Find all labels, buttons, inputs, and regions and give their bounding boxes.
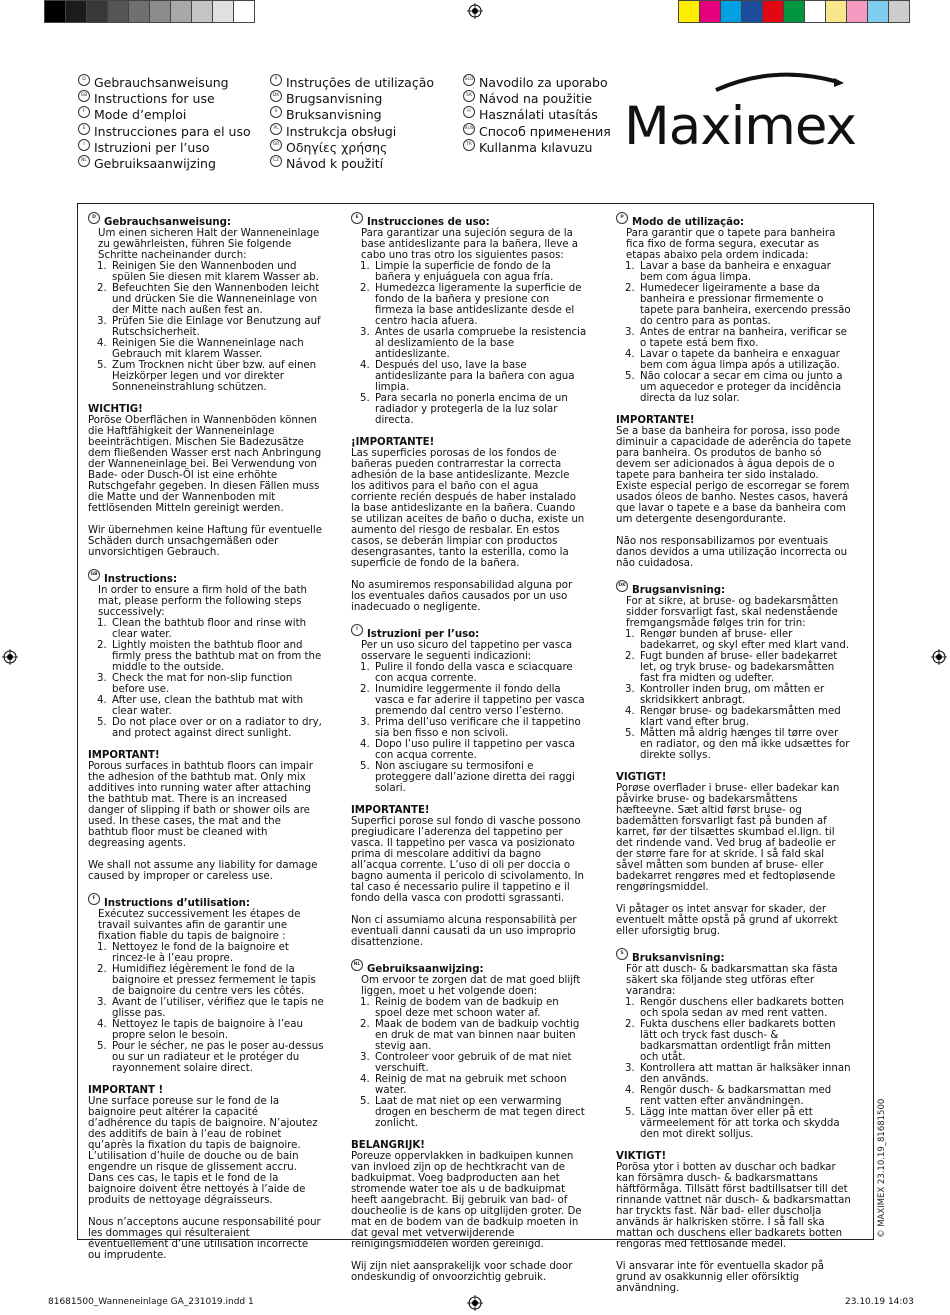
process-color-bar — [678, 0, 910, 23]
step-item: 4. Lavar o tapete da banheira e enxaguar bem com água limpa após a utilização. — [638, 349, 852, 371]
section-heading — [88, 569, 324, 585]
language-label: Способ применения — [479, 123, 611, 139]
step-item: 5. Para secarla no ponerla encima de un radiador y protegerla de la luz solar directa. — [373, 393, 587, 426]
step-item: 2. Fugt bunden af bruse- eller badekarret let, og tryk bruse- og badekarsmåtten fast fra midten og udefter. — [638, 651, 852, 684]
steps-list — [351, 662, 587, 794]
instruction-section — [351, 1140, 587, 1283]
grayscale-color-bar — [44, 0, 255, 23]
language-code-badge: S — [270, 106, 282, 118]
section-intro: Per un uso sicuro del tappetino per vasca osservare le seguenti indicazioni: — [361, 640, 573, 662]
step-item: 3. Check the mat for non-slip function before use. — [110, 673, 324, 695]
language-code-badge: GB — [88, 569, 100, 581]
section-paragraph: Porous surfaces in bathtub floors can impair the adhesion of the bathtub mat. Only mix additives into running water after attaching the bathtub mat. There is an increased danger of slipping if bath or shower oils are used. In these cases, the mat and the bathtub floor must be cleaned with degreasing agents. — [88, 761, 313, 849]
steps-list — [351, 997, 587, 1129]
section-intro: Om ervoor te zorgen dat de mat goed blijft liggen, moet u het volgende doen: — [361, 975, 581, 997]
language-item — [463, 139, 611, 155]
language-item — [270, 123, 434, 139]
section-heading-text: Gebrauchsanweisung: — [104, 217, 231, 228]
text-column-1 — [88, 212, 324, 1272]
color-swatch — [784, 0, 805, 23]
step-item: 4. Rengör dusch- & badkarsmattan med rent vatten efter användningen. — [638, 1085, 852, 1107]
section-heading — [616, 1151, 852, 1162]
language-item — [270, 74, 434, 90]
instruction-section — [88, 750, 324, 882]
language-code-badge: NL — [78, 155, 90, 167]
section-paragraph: Nous n’acceptons aucune responsabilité pour les dommages qui résulteraient éventuellement d’une utilisation incorrecte ou imprudente. — [88, 1217, 321, 1261]
language-item — [270, 106, 434, 122]
maximex-logo — [624, 70, 874, 150]
language-label: Használati utasítás — [479, 107, 598, 123]
language-label: Instrukcja obsługi — [286, 123, 397, 139]
section-heading — [88, 893, 324, 909]
step-item: 5. Zum Trocknen nicht über bzw. auf einen Heizkörper legen und vor direkter Sonneneinstrahlung schützen. — [110, 360, 324, 393]
steps-list — [351, 261, 587, 426]
color-swatch — [721, 0, 742, 23]
language-item — [463, 123, 611, 139]
section-heading — [88, 750, 324, 761]
language-code-badge: NL — [351, 959, 363, 971]
steps-list — [616, 997, 852, 1140]
section-paragraph: Não nos responsabilizamos por eventuais danos devidos a uma utilização incorrecta ou não cuidadosa. — [616, 536, 848, 569]
step-item: 3. Prüfen Sie die Einlage vor Benutzung auf Rutschsicherheit. — [110, 316, 324, 338]
section-heading-text: ¡IMPORTANTE! — [351, 437, 435, 448]
color-swatch — [150, 0, 171, 23]
footer-date: 23.10.19 14:03 — [845, 1297, 914, 1307]
step-item: 1. Nettoyez le fond de la baignoire et rincez-le à l’eau propre. — [110, 942, 324, 964]
language-label: Kullanma kılavuzu — [479, 139, 593, 155]
section-heading — [616, 415, 852, 426]
instruction-section — [616, 772, 852, 937]
section-paragraph: Se a base da banheira for porosa, isso pode diminuir a capacidade de aderência do tapete para banheira. Os produtos de banho só devem ser adicionados à água depois de o tapete para banheira ter sido instalado. Existe especial perigo de escorregar se forem usados óleos de banho. Nestes casos, haverá que lavar o tapete e a base da banheira com um detergente desengordurante. — [616, 426, 852, 525]
footer-file-name: 81681500_Wanneneinlage GA_231019.indd 1 — [48, 1297, 254, 1307]
logo-wordmark: Maximex — [624, 96, 856, 150]
color-swatch — [108, 0, 129, 23]
section-heading — [88, 404, 324, 415]
registration-mark-bottom — [467, 1295, 483, 1311]
instruction-section — [88, 893, 324, 1074]
language-label: Οδηγίες χρήσης — [286, 139, 388, 155]
section-heading-text: Instrucciones de uso: — [367, 217, 490, 228]
steps-list — [88, 942, 324, 1074]
language-code-badge: GB — [78, 90, 90, 102]
color-swatch — [826, 0, 847, 23]
language-code-badge: H — [463, 106, 475, 118]
language-code-badge: CZ — [270, 155, 282, 167]
instruction-section — [616, 1151, 852, 1294]
section-paragraph: Une surface poreuse sur le fond de la baignoire peut altérer la capacité d’adhérence du tapis de baignoire. N’ajoutez des additifs de bain à l’eau de robinet qu’après la fixation du tapis de baignoire. L’utilisation d’huile de douche ou de bain engendre un risque de glissement accru. Dans ces cas, le tapis et le fond de la baignoire doivent être nettoyés à l’aide de produits de nettoyage dégraisseurs. — [88, 1096, 318, 1206]
section-heading-text: VIKTIGT! — [616, 1151, 667, 1162]
steps-list — [616, 261, 852, 404]
language-code-badge: SK — [463, 90, 475, 102]
section-intro: For at sikre, at bruse- og badekarsmåtten sidder forsvarligt fast, skal nedenstående fremgangsmåde følges trin for trin: — [626, 596, 839, 629]
step-item: 2. Humedecer ligeiramente a base da banheira e pressionar firmemente o tapete para banheira, exercendo pressão do centro para as pontas. — [638, 283, 852, 327]
language-item — [463, 106, 611, 122]
section-paragraph: Non ci assumiamo alcuna responsabilità per eventuali danni causati da un uso improprio disattenzione. — [351, 915, 577, 948]
section-paragraph: Poröse Oberflächen in Wannenböden können die Haftfähigkeit der Wanneneinlage beeinträchtigen. Mischen Sie Badezusätze dem fließenden Wasser erst nach Anbringung der Wanneneinlage bei. Bei Verwendung von Bade- oder Dusch-Öl ist eine erhöhte Rutschgefahr gegeben. In diesen Fällen muss die Matte und der Wannenboden mit fettlösenden Mitteln gereinigt werden. — [88, 415, 322, 514]
section-heading-text: Modo de utilização: — [632, 217, 745, 228]
step-item: 5. Laat de mat niet op een verwarming drogen en bescherm de mat tegen direct zonlicht. — [373, 1096, 587, 1129]
color-swatch — [763, 0, 784, 23]
section-heading-text: IMPORTANT! — [88, 750, 160, 761]
registration-mark-left — [2, 649, 18, 665]
color-swatch — [805, 0, 826, 23]
step-item: 5. Lägg inte mattan över eller på ett värmeelement för att torka och skydda den mot direkt solljus. — [638, 1107, 852, 1140]
step-item: 3. Kontroller inden brug, om måtten er skridsikkert anbragt. — [638, 684, 852, 706]
language-label: Istruzioni per l’uso — [94, 139, 210, 155]
step-item: 4. Reinigen Sie die Wanneneinlage nach Gebrauch mit klarem Wasser. — [110, 338, 324, 360]
step-item: 1. Lavar a base da banheira e enxaguar bem com água limpa. — [638, 261, 852, 283]
step-item: 2. Humedezca ligeramente la superficie de fondo de la bañera y presione con firmeza la base antideslizante desde el centro hacia afuera. — [373, 283, 587, 327]
language-code-badge: SLO — [463, 74, 475, 86]
step-item: 3. Kontrollera att mattan är halksäker innan den används. — [638, 1063, 852, 1085]
section-heading-text: BELANGRIJK! — [351, 1140, 425, 1151]
color-swatch — [678, 0, 700, 23]
instruction-section — [88, 569, 324, 739]
language-code-badge: GR — [270, 139, 282, 151]
language-label: Gebruiksaanwijzing — [94, 156, 216, 172]
color-swatch — [192, 0, 213, 23]
copyright-note: © MAXIMEX 23.10.19_81681500 — [877, 1098, 887, 1238]
language-label: Mode d’emploi — [94, 107, 187, 123]
language-list-3 — [463, 74, 611, 155]
language-item — [270, 90, 434, 106]
section-paragraph: Porösa ytor i botten av duschar och badkar kan försämra dusch- & badkarsmattans häftförmåga. Tillsätt först badtillsatser till det rinnande vattnet när dusch- & badkarsmattan har tryckts fast. När bad- eller duscholja används är halkrisken större. I så fall ska mattan och duschens eller badkarets botten rengöras med fettlösande medel. — [616, 1162, 851, 1250]
section-paragraph: Las superficies porosas de los fondos de bañeras pueden contrarrestar la correcta adhesión de la base antideslizante. Mezcle los aditivos para el baño con el agua corriente recién después de haber instalado la base antideslizante en la bañera. Cuando se utilizan aceites de baño o ducha, existe un aumento del riesgo de resbalar. En estos casos, se deberán limpiar con productos desengrasantes, tanto la esterilla, como la superficie de fondo de la bañera. — [351, 448, 585, 569]
language-list-1 — [78, 74, 251, 171]
language-item — [78, 155, 251, 171]
step-item: 3. Antes de entrar na banheira, verificar se o tapete está bem fixo. — [638, 327, 852, 349]
section-heading-text: Instructions d’utilisation: — [104, 898, 250, 909]
section-paragraph: Porøse overflader i bruse- eller badekar kan påvirke bruse- og badekarsmåttens hæfteevne. Sæt altid først bruse- og bademåtten forsvarligt fast på bunden af karret, før der tilsættes skumbad el.lign. til det rindende vand. Ved brug af badeolie er der større fare for at skride. I så fald skal såvel måtten som bunden af bruse- eller badekarret rengøres med et fedtopløsende rengøringsmiddel. — [616, 783, 840, 893]
language-code-badge: E — [78, 123, 90, 135]
section-paragraph: Superfici porose sul fondo di vasche possono pregiudicare l’aderenza del tappetino per vasca. Il tappetino per vasca va posizionato prima di mescolare additivi da bagno all’acqua corrente. L’uso di oli per doccia o bagno aumenta il pericolo di scivolamento. In tal caso é necessario pulire il tappetino e il fondo della vasca con prodotti sgrassanti. — [351, 816, 584, 904]
language-label: Instructions for use — [94, 91, 215, 107]
step-item: 5. Não colocar a secar em cima ou junto a um aquecedor e proteger da incidência directa da luz solar. — [638, 371, 852, 404]
step-item: 5. Måtten må aldrig hænges til tørre over en radiator, og den må ikke udsættes for direkte sollys. — [638, 728, 852, 761]
color-swatch — [868, 0, 889, 23]
instruction-section — [351, 805, 587, 948]
section-intro: Para garantizar una sujeción segura de la base antideslizante para la bañera, lleve a cabo uno tras otro los siguientes pasos: — [361, 228, 579, 261]
step-item: 3. Prima dell’uso verificare che il tappetino sia ben fisso e non scivoli. — [373, 717, 587, 739]
section-heading — [351, 959, 587, 975]
instruction-section — [88, 212, 324, 393]
section-heading — [88, 1085, 324, 1096]
color-swatch — [213, 0, 234, 23]
section-paragraph: Wij zijn niet aansprakelijk voor schade door ondeskundig of onvoorzichtig gebruik. — [351, 1261, 573, 1283]
language-code-badge: TR — [463, 139, 475, 151]
text-column-3 — [616, 212, 852, 1305]
language-label: Brugsanvisning — [286, 91, 383, 107]
color-swatch — [66, 0, 87, 23]
step-item: 2. Fukta duschens eller badkarets botten lätt och tryck fast dusch- & badkarsmattan ordentligt från mitten och utåt. — [638, 1019, 852, 1063]
step-item: 4. Reinig de mat na gebruik met schoon water. — [373, 1074, 587, 1096]
section-heading-text: Bruksanvisning: — [632, 953, 725, 964]
color-swatch — [847, 0, 868, 23]
instruction-section — [616, 580, 852, 761]
instruction-section — [88, 404, 324, 558]
language-item — [78, 90, 251, 106]
section-heading-text: IMPORTANTE! — [351, 805, 430, 816]
step-item: 2. Lightly moisten the bathtub floor and firmly press the bathtub mat on from the middle to the outside. — [110, 640, 324, 673]
section-heading — [616, 580, 852, 596]
section-heading — [616, 212, 852, 228]
step-item: 2. Inumidire leggermente il fondo della vasca e far aderire il tappetino per vasca premendo dal centro verso l’esterno. — [373, 684, 587, 717]
step-item: 2. Befeuchten Sie den Wannenboden leicht und drücken Sie die Wanneneinlage von der Mitte nach außen fest an. — [110, 283, 324, 316]
section-heading-text: IMPORTANT ! — [88, 1085, 164, 1096]
color-swatch — [700, 0, 721, 23]
language-item — [463, 74, 611, 90]
section-heading — [616, 948, 852, 964]
language-code-badge: DK — [616, 580, 628, 592]
color-swatch — [234, 0, 255, 23]
language-code-badge: P — [616, 212, 628, 224]
section-intro: In order to ensure a firm hold of the bath mat, please perform the following steps successively: — [98, 585, 307, 618]
section-heading-text: Gebruiksaanwijzing: — [367, 964, 484, 975]
section-intro: Exécutez successivement les étapes de travail suivantes afin de garantir une fixation fiable du tapis de baignoire : — [98, 909, 301, 942]
step-item: 5. Do not place over or on a radiator to dry, and protect against direct sunlight. — [110, 717, 324, 739]
step-item: 2. Maak de bodem van de badkuip vochtig en druk de mat van binnen naar buiten stevig aan. — [373, 1019, 587, 1052]
section-heading — [351, 437, 587, 448]
language-label: Návod k použití — [286, 156, 384, 172]
language-item — [463, 90, 611, 106]
color-swatch — [742, 0, 763, 23]
language-list-2 — [270, 74, 434, 171]
language-item — [270, 139, 434, 155]
language-code-badge: D — [78, 74, 90, 86]
language-code-badge: F — [88, 893, 100, 905]
step-item: 1. Reinig de bodem van de badkuip en spoel deze met schoon water af. — [373, 997, 587, 1019]
steps-list — [88, 618, 324, 739]
section-heading — [351, 624, 587, 640]
instruction-section — [616, 948, 852, 1140]
section-heading-text: VIGTIGT! — [616, 772, 667, 783]
step-item: 1. Pulire il fondo della vasca e sciacquare con acqua corrente. — [373, 662, 587, 684]
step-item: 4. Después del uso, lave la base antideslizante para la bañera con agua limpia. — [373, 360, 587, 393]
language-item — [78, 123, 251, 139]
instruction-section — [616, 415, 852, 569]
section-paragraph: We shall not assume any liability for damage caused by improper or careless use. — [88, 860, 318, 882]
section-heading-text: Brugsanvisning: — [632, 585, 726, 596]
language-code-badge: PL — [270, 123, 282, 135]
language-item — [78, 106, 251, 122]
language-item — [270, 155, 434, 171]
steps-list — [616, 629, 852, 761]
section-paragraph: Wir übernehmen keine Haftung für eventuelle Schäden durch unsachgemäßen oder unvorsichtigen Gebrauch. — [88, 525, 323, 558]
language-code-badge: DK — [270, 90, 282, 102]
color-swatch — [171, 0, 192, 23]
step-item: 3. Avant de l’utiliser, vérifiez que le tapis ne glisse pas. — [110, 997, 324, 1019]
instruction-section — [351, 959, 587, 1129]
language-label: Návod na použitie — [479, 91, 593, 107]
section-heading — [351, 212, 587, 228]
instruction-section — [88, 1085, 324, 1261]
section-paragraph: Vi påtager os intet ansvar for skader, der eventuelt måtte opstå på grund af ukorrekt eller uforsigtig brug. — [616, 904, 838, 937]
registration-mark-right — [931, 649, 947, 665]
step-item: 5. Pour le sécher, ne pas le poser au-dessus ou sur un radiateur et le protéger du rayonnement solaire direct. — [110, 1041, 324, 1074]
section-heading — [616, 772, 852, 783]
step-item: 4. Rengør bruse- og badekarsmåtten med klart vand efter brug. — [638, 706, 852, 728]
instruction-section — [351, 212, 587, 426]
section-intro: Um einen sicheren Halt der Wanneneinlage zu gewährleisten, führen Sie folgende Schritte nacheinander durch: — [98, 228, 320, 261]
language-label: Instruções de utilização — [286, 75, 435, 90]
step-item: 1. Rengör duschens eller badkarets botten och spola sedan av med rent vatten. — [638, 997, 852, 1019]
section-heading-text: Istruzioni per l’uso: — [367, 629, 480, 640]
language-code-badge: E — [351, 212, 363, 224]
registration-mark-top — [467, 3, 483, 19]
section-paragraph: Poreuze oppervlakken in badkuipen kunnen van invloed zijn op de hechtkracht van de badkuipmat. Voeg badproducten aan het stromende water toe als u de badkuipmat heeft aangebracht. Bij gebruik van bad- of doucheolie is de kans op uitglijden groter. De mat en de bodem van de badkuip moeten in dat geval met vetverwijderende reinigingsmiddelen worden gereinigd. — [351, 1151, 582, 1250]
language-label: Bruksanvisning — [286, 107, 382, 123]
color-swatch — [44, 0, 66, 23]
language-code-badge: F — [78, 106, 90, 118]
step-item: 3. Antes de usarla compruebe la resistencia al deslizamiento de la base antideslizante. — [373, 327, 587, 360]
section-heading-text: WICHTIG! — [88, 404, 143, 415]
instruction-section — [616, 212, 852, 404]
section-heading — [351, 805, 587, 816]
language-code-badge: I — [351, 624, 363, 636]
section-paragraph: Vi ansvarar inte för eventuella skador på grund av osakkunnig eller oförsiktig användning. — [616, 1261, 824, 1294]
step-item: 1. Reinigen Sie den Wannenboden und spülen Sie diesen mit klarem Wasser ab. — [110, 261, 324, 283]
language-code-badge: RUS — [463, 123, 475, 135]
step-item: 3. Controleer voor gebruik of de mat niet verschuift. — [373, 1052, 587, 1074]
language-label: Instrucciones para el uso — [94, 123, 251, 139]
language-item — [78, 139, 251, 155]
section-heading-text: IMPORTANTE! — [616, 415, 695, 426]
language-label: Navodilo za uporabo — [479, 75, 608, 90]
section-intro: För att dusch- & badkarsmattan ska fästa säkert ska följande steg utföras efter varandra: — [626, 964, 838, 997]
section-heading-text: Instructions: — [104, 574, 178, 585]
section-heading — [351, 1140, 587, 1151]
step-item: 1. Rengør bunden af bruse- eller badekarret, og skyl efter med klart vand. — [638, 629, 852, 651]
step-item: 4. Dopo l’uso pulire il tappetino per vasca con acqua corrente. — [373, 739, 587, 761]
text-column-2 — [351, 212, 587, 1294]
color-swatch — [129, 0, 150, 23]
language-code-badge: I — [78, 139, 90, 151]
step-item: 1. Clean the bathtub floor and rinse with clear water. — [110, 618, 324, 640]
step-item: 1. Limpie la superficie de fondo de la bañera y enjuáguela con agua fría. — [373, 261, 587, 283]
step-item: 4. Nettoyez le tapis de baignoire à l’eau propre selon le besoin. — [110, 1019, 324, 1041]
step-item: 2. Humidifiez légèrement le fond de la baignoire et pressez fermement le tapis de baignoire du centre vers les côtés. — [110, 964, 324, 997]
language-code-badge: P — [270, 74, 282, 86]
color-swatch — [889, 0, 910, 23]
language-code-badge: D — [88, 212, 100, 224]
color-swatch — [87, 0, 108, 23]
language-label: Gebrauchsanweisung — [94, 75, 229, 90]
steps-list — [88, 261, 324, 393]
language-code-badge: S — [616, 948, 628, 960]
section-intro: Para garantir que o tapete para banheira fica fixo de forma segura, executar as etapas abaixo pela ordem indicada: — [626, 228, 836, 261]
step-item: 4. After use, clean the bathtub mat with clear water. — [110, 695, 324, 717]
section-paragraph: No asumiremos responsabilidad alguna por los eventuales daños causados por un uso inadecuado o negligente. — [351, 580, 573, 613]
instruction-section — [351, 624, 587, 794]
instruction-section — [351, 437, 587, 613]
step-item: 5. Non asciugare su termosifoni e proteggere dall’azione diretta dei raggi solari. — [373, 761, 587, 794]
section-heading — [88, 212, 324, 228]
language-item — [78, 74, 251, 90]
